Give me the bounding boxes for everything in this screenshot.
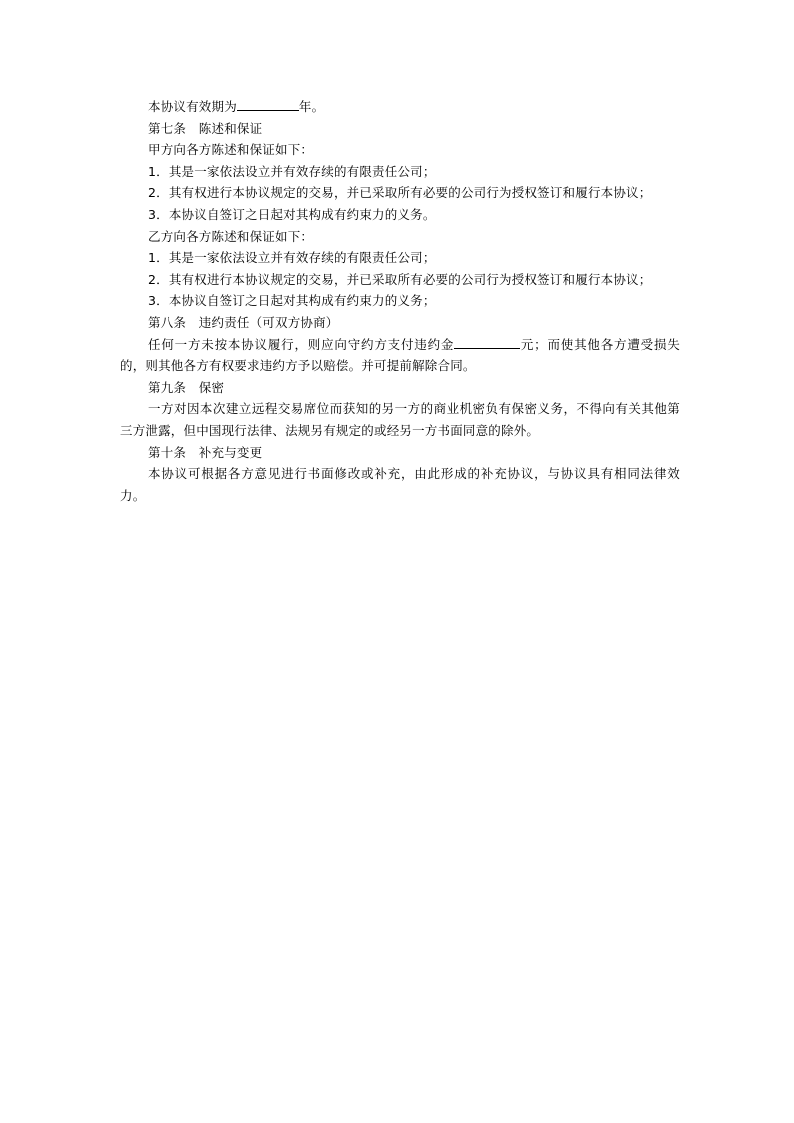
party-a-item-2: 2．其有权进行本协议规定的交易，并已采取所有必要的公司行为授权签订和履行本协议； [148,185,652,201]
document-page [120,96,680,506]
party-a-intro: 甲方向各方陈述和保证如下： [148,142,314,158]
party-b-item-2: 2．其有权进行本协议规定的交易，并已采取所有必要的公司行为授权签订和履行本协议； [148,271,652,287]
validity-years-blank [237,98,299,111]
article10-heading: 第十条 补充与变更 [148,444,263,460]
party-b-item-3: 3．本协议自签订之日起对其构成有约束力的义务； [148,293,436,309]
article9-heading: 第九条 保密 [148,379,225,395]
article8-body-suffix: 元；而使其他各方遭受损失的，则其他各方有权要求违约方予以赔偿。并可提前解除合同。 [120,336,681,374]
party-b-item-1: 1．其是一家依法设立并有效存续的有限责任公司； [148,250,436,266]
validity-line [120,96,680,118]
article8-heading: 第八条 违约责任（可双方协商） [148,314,339,330]
party-b-intro: 乙方向各方陈述和保证如下： [148,228,314,244]
article8-body-prefix: 任何一方未按本协议履行，则应向守约方支付违约金 [148,336,455,352]
article10-body: 本协议可根据各方意见进行书面修改或补充，由此形成的补充协议，与协议具有相同法律效力。 [120,466,680,503]
article9-body: 一方对因本次建立远程交易席位而获知的另一方的商业机密负有保密义务，不得向有关其他第三方泄露，但中国现行法律、法规另有规定的或经另一方书面同意的除外。 [120,401,680,438]
party-a-item-1: 1．其是一家依法设立并有效存续的有限责任公司； [148,163,436,179]
party-a-item-3: 3．本协议自签订之日起对其构成有约束力的义务。 [148,206,436,222]
article7-heading: 第七条 陈述和保证 [148,120,263,136]
validity-prefix: 本协议有效期为 [148,99,237,114]
penalty-amount-blank [454,336,520,349]
validity-suffix: 年。 [298,99,325,114]
article8-body [120,334,680,377]
